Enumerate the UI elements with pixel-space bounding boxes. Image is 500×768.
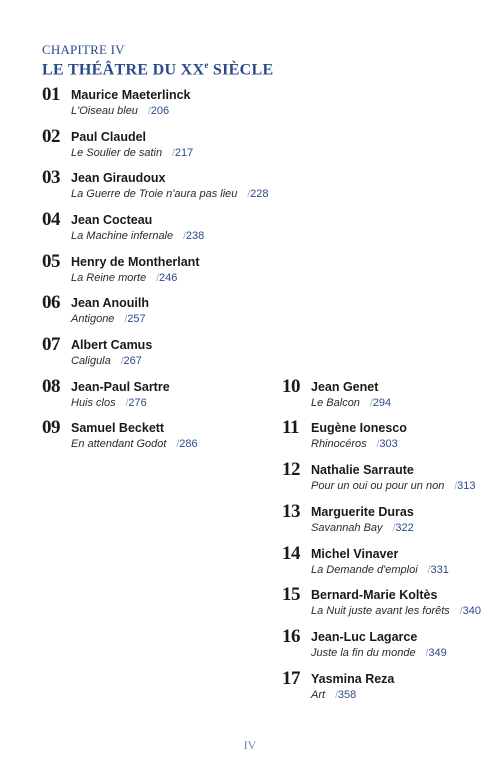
entry-separator: / xyxy=(183,231,186,242)
entry-separator: / xyxy=(376,439,380,450)
entry-author: Marguerite Duras xyxy=(311,505,414,519)
chapter-title xyxy=(42,60,273,79)
entry-number: 10 xyxy=(282,376,300,397)
chapter-label: CHAPITRE IV xyxy=(42,42,125,57)
entry-work: Le Soulier de satin xyxy=(71,147,163,159)
entry-page[interactable]: 303 xyxy=(379,438,398,450)
chapter-title-main: LE THÉÂTRE DU XX xyxy=(42,61,205,79)
entry-number: 04 xyxy=(42,209,60,230)
entry-separator: / xyxy=(425,648,429,659)
entry-work: La Reine morte xyxy=(71,272,147,284)
entry-separator: / xyxy=(459,606,463,617)
entry-work: En attendant Godot xyxy=(71,438,167,450)
entry-work: La Demande d'emploi xyxy=(311,564,418,576)
entry-work: Huis clos xyxy=(71,397,116,409)
entry-author: Jean-Luc Lagarce xyxy=(311,630,418,644)
entry-author: Nathalie Sarraute xyxy=(311,463,414,477)
entry-work: L'Oiseau bleu xyxy=(71,105,138,117)
entry-number: 13 xyxy=(282,501,300,522)
entry-author: Yasmina Reza xyxy=(311,672,395,686)
entry-number: 06 xyxy=(42,292,60,313)
entry-work: Caligula xyxy=(71,355,111,367)
entry-author: Eugène Ionesco xyxy=(311,421,407,435)
entry-separator: / xyxy=(172,148,175,159)
entry-number: 17 xyxy=(282,668,300,689)
entry-number: 11 xyxy=(282,417,299,438)
entry-author: Samuel Beckett xyxy=(71,421,165,435)
entry-author: Paul Claudel xyxy=(71,130,147,144)
entry-author: Jean Giraudoux xyxy=(71,171,166,185)
entry-number: 02 xyxy=(42,126,60,147)
entry-number: 07 xyxy=(42,334,60,355)
entry-separator: / xyxy=(335,690,338,701)
entry-number: 12 xyxy=(282,459,300,480)
entry-number: 05 xyxy=(42,251,60,272)
entry-work: Juste la fin du monde xyxy=(311,647,416,659)
entry-work: Art xyxy=(311,689,326,701)
entry-number: 08 xyxy=(42,376,60,397)
entry-page[interactable]: 238 xyxy=(185,230,205,242)
entry-page[interactable]: 322 xyxy=(395,522,414,534)
chapter-title-superscript: e xyxy=(204,60,209,70)
entry-number: 09 xyxy=(42,417,60,438)
entry-number: 15 xyxy=(282,584,300,605)
entry-page[interactable]: 286 xyxy=(179,438,198,450)
entry-separator: / xyxy=(176,439,180,450)
entry-author: Jean Cocteau xyxy=(71,213,153,227)
entry-separator: / xyxy=(247,189,251,200)
entry-number: 16 xyxy=(282,626,300,647)
entry-page[interactable]: 331 xyxy=(430,564,449,576)
entry-page[interactable]: 294 xyxy=(372,397,392,409)
entry-page[interactable]: 349 xyxy=(428,647,447,659)
entry-page[interactable]: 358 xyxy=(337,689,357,701)
entry-page[interactable]: 206 xyxy=(150,105,170,117)
entry-separator: / xyxy=(124,314,128,325)
entry-number: 03 xyxy=(42,167,60,188)
entry-page[interactable]: 267 xyxy=(123,355,142,367)
entry-separator: / xyxy=(156,273,159,284)
entry-work: Savannah Bay xyxy=(311,522,383,534)
entry-work: Rhinocéros xyxy=(311,438,367,450)
chapter-title-end: SIÈCLE xyxy=(208,61,274,79)
entry-separator: / xyxy=(147,106,151,117)
entry-work: Pour un oui ou pour un non xyxy=(311,480,445,492)
entry-separator: / xyxy=(369,398,373,409)
entry-separator: / xyxy=(454,481,458,492)
entry-work: Antigone xyxy=(71,313,115,325)
page-number: IV xyxy=(243,738,257,752)
entry-separator: / xyxy=(125,398,129,409)
entry-page[interactable]: 340 xyxy=(462,605,481,617)
entry-separator: / xyxy=(120,356,124,367)
entry-page[interactable]: 313 xyxy=(457,480,476,492)
entry-work: La Machine infernale xyxy=(71,230,174,242)
entry-page[interactable]: 257 xyxy=(127,313,146,325)
entry-number: 14 xyxy=(282,543,300,564)
entry-author: Jean Anouilh xyxy=(71,296,150,310)
entry-author: Henry de Montherlant xyxy=(71,255,200,269)
entry-page[interactable]: 276 xyxy=(128,397,147,409)
entry-separator: / xyxy=(392,523,396,534)
entry-author: Albert Camus xyxy=(71,338,153,352)
entry-number: 01 xyxy=(42,84,60,105)
entry-work: Le Balcon xyxy=(311,397,360,409)
entry-author: Maurice Maeterlinck xyxy=(71,88,191,102)
entry-author: Michel Vinaver xyxy=(311,547,399,561)
entry-page[interactable]: 217 xyxy=(174,147,194,159)
entry-page[interactable]: 228 xyxy=(250,188,269,200)
entry-separator: / xyxy=(427,565,431,576)
entry-author: Jean Genet xyxy=(311,380,379,394)
entry-work: La Nuit juste avant les forêts xyxy=(311,605,450,617)
entry-work: La Guerre de Troie n'aura pas lieu xyxy=(71,188,238,200)
entry-page[interactable]: 246 xyxy=(159,272,178,284)
entry-author: Bernard-Marie Koltès xyxy=(311,588,438,602)
entry-author: Jean-Paul Sartre xyxy=(71,380,170,394)
